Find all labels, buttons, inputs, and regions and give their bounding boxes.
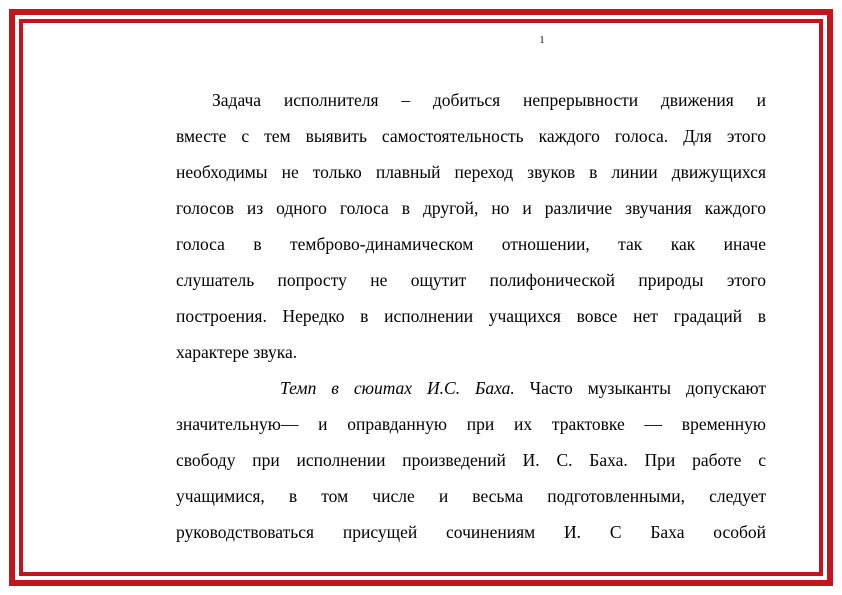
page-number: 1: [539, 35, 545, 46]
text-line: свободу при исполнении произведений И. С. Баха. При работе с: [176, 450, 766, 470]
text-line-rest: Часто музыканты допускают: [514, 378, 766, 398]
document-body: [176, 82, 766, 550]
section-heading: Темп в сюитах И.С. Баха.: [280, 378, 515, 398]
text-line: характере звука.: [176, 342, 298, 362]
paragraph-2: [176, 370, 766, 550]
text-line: значительную— и оправданную при их трактовке — временную: [176, 414, 766, 434]
text-line: построения. Нередко в исполнении учащихся вовсе нет градаций в: [176, 306, 766, 326]
text-line: голоса в темброво-динамическом отношении, так как иначе: [176, 234, 766, 254]
text-line: слушатель попросту не ощутит полифонической природы этого: [176, 270, 766, 290]
text-line: [176, 370, 766, 406]
text-line: необходимы не только плавный переход звуков в линии движущихся: [176, 162, 766, 182]
text-line: Задача исполнителя – добиться непрерывности движения и: [212, 90, 766, 110]
text-line: учащимися, в том числе и весьма подготовленными, следует: [176, 486, 766, 506]
text-line: вместе с тем выявить самостоятельность каждого голоса. Для этого: [176, 126, 766, 146]
paragraph-1: [176, 82, 766, 370]
text-line: голосов из одного голоса в другой, но и различие звучания каждого: [176, 198, 766, 218]
text-line: руководствоваться присущей сочинениям И. С Баха особой: [176, 522, 766, 542]
